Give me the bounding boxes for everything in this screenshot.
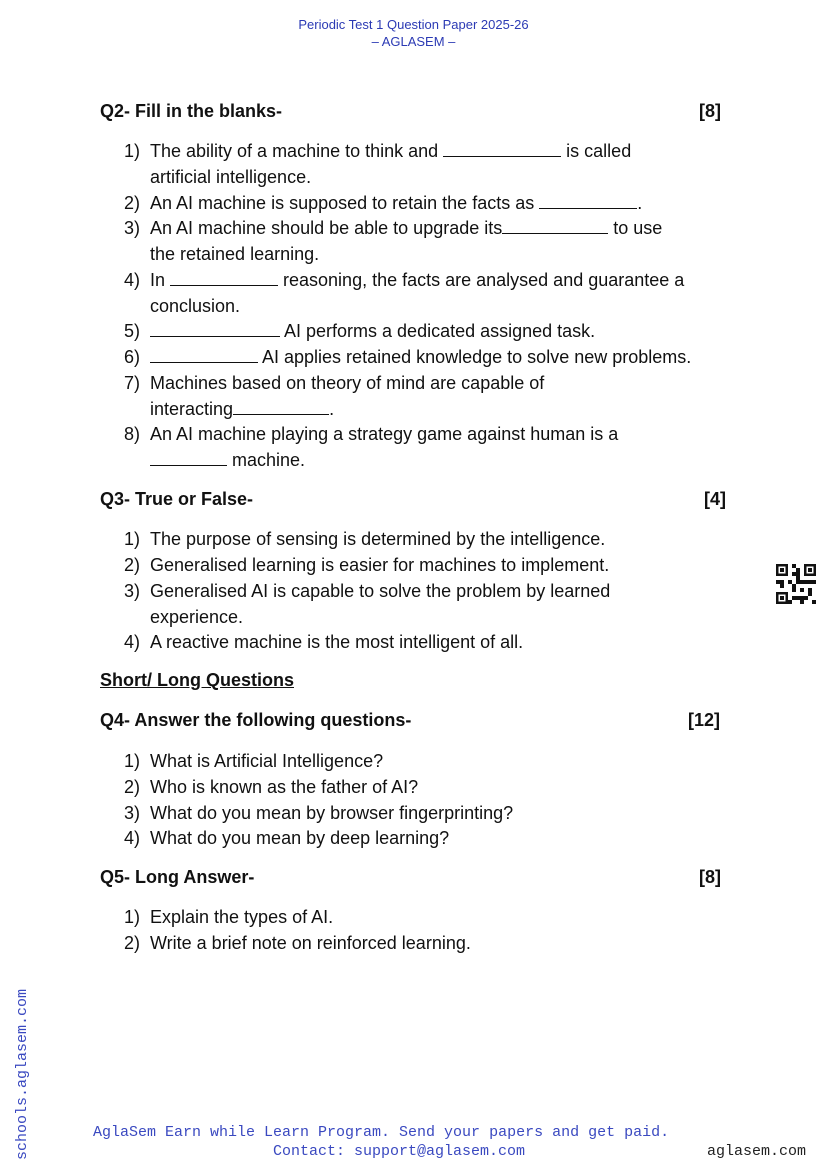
q2-marks: [8] (699, 101, 721, 121)
item-number: 3) (124, 218, 141, 238)
item-number: 2) (124, 777, 141, 797)
q4-marks: [12] (688, 710, 721, 730)
answer-blank (233, 398, 329, 415)
item-number: 3) (124, 803, 141, 823)
item-text: An AI machine is supposed to retain the facts as (150, 193, 540, 213)
answer-blank (443, 140, 561, 157)
item-number: 5) (124, 321, 141, 341)
item-text: AI applies retained knowledge to solve new problems. (258, 347, 692, 367)
q2-item-1 (124, 138, 744, 190)
item-number: 2) (124, 555, 141, 575)
item-text: AI performs a dedicated assigned task. (280, 321, 596, 341)
item-text: Who is known as the father of AI? (150, 777, 419, 797)
item-number: 4) (124, 632, 141, 652)
q4-item-2 (124, 774, 744, 800)
answer-blank (150, 320, 280, 337)
item-number: 2) (124, 193, 141, 213)
item-text: the retained learning. (150, 244, 320, 264)
q2-item-8 (124, 421, 744, 473)
q4-item-3 (124, 800, 744, 826)
item-text: An AI machine should be able to upgrade its (150, 218, 503, 238)
q2-item-2 (124, 190, 744, 216)
item-text: What is Artificial Intelligence? (150, 751, 384, 771)
footer-site-link[interactable]: aglasem.com (707, 1143, 807, 1160)
item-text: The ability of a machine to think and (150, 141, 444, 161)
item-text: In (150, 270, 171, 290)
item-text: . (329, 399, 335, 419)
q2-item-6 (124, 344, 744, 370)
q3-item-2 (124, 552, 744, 578)
item-text: to use (608, 218, 663, 238)
item-text: experience. (150, 607, 244, 627)
item-number: 1) (124, 751, 141, 771)
sidebar-url[interactable]: schools.aglasem.com (14, 988, 31, 1160)
item-text: Write a brief note on reinforced learning. (150, 933, 471, 953)
item-number: 2) (124, 933, 141, 953)
item-text: Explain the types of AI. (150, 907, 334, 927)
q2-item-4 (124, 267, 744, 319)
item-text: . (637, 193, 643, 213)
item-number: 7) (124, 373, 141, 393)
q5-heading: Q5- Long Answer- (100, 867, 255, 887)
footer-contact[interactable]: Contact: support@aglasem.com (273, 1143, 526, 1160)
q4-item-4 (124, 825, 744, 851)
q2-item-5 (124, 318, 744, 344)
q2-item-7 (124, 370, 744, 422)
q4-item-1 (124, 748, 744, 774)
item-number: 1) (124, 141, 141, 161)
q3-marks: [4] (704, 489, 726, 509)
item-number: 3) (124, 581, 141, 601)
item-number: 1) (124, 529, 141, 549)
footer-promo: AglaSem Earn while Learn Program. Send your papers and get paid. (93, 1124, 670, 1141)
answer-blank (539, 192, 637, 209)
q5-marks: [8] (699, 867, 721, 887)
q4-heading: Q4- Answer the following questions- (100, 710, 412, 730)
q3-item-1 (124, 526, 744, 552)
item-number: 4) (124, 828, 141, 848)
q2-item-3 (124, 215, 744, 267)
q2-heading: Q2- Fill in the blanks- (100, 101, 283, 121)
item-number: 1) (124, 907, 141, 927)
item-text: Generalised AI is capable to solve the problem by learned (150, 581, 611, 601)
item-text: interacting (150, 399, 234, 419)
q3-heading: Q3- True or False- (100, 489, 254, 509)
item-text: A reactive machine is the most intelligent of all. (150, 632, 524, 652)
item-number: 6) (124, 347, 141, 367)
answer-blank (150, 449, 227, 466)
answer-blank (502, 217, 608, 234)
q3-item-3 (124, 578, 744, 630)
item-text: artificial intelligence. (150, 167, 312, 187)
item-text: What do you mean by deep learning? (150, 828, 450, 848)
item-text: is called (561, 141, 632, 161)
item-text: An AI machine playing a strategy game against human is a (150, 424, 619, 444)
section-title: Short/ Long Questions (100, 670, 294, 690)
item-text: The purpose of sensing is determined by the intelligence. (150, 529, 606, 549)
answer-blank (150, 346, 258, 363)
q3-item-4 (124, 629, 744, 655)
item-text: Generalised learning is easier for machines to implement. (150, 555, 610, 575)
item-text: conclusion. (150, 296, 241, 316)
qr-code-icon[interactable] (776, 564, 816, 604)
answer-blank (170, 269, 278, 286)
q5-item-1 (124, 904, 744, 930)
header-brand: – AGLASEM – (371, 34, 456, 49)
header-title: Periodic Test 1 Question Paper 2025-26 (298, 17, 529, 32)
item-text: Machines based on theory of mind are capable of (150, 373, 545, 393)
item-number: 4) (124, 270, 141, 290)
item-text: machine. (227, 450, 306, 470)
item-text: reasoning, the facts are analysed and guarantee a (278, 270, 685, 290)
item-text: What do you mean by browser fingerprinting? (150, 803, 514, 823)
q5-item-2 (124, 930, 744, 956)
item-number: 8) (124, 424, 141, 444)
